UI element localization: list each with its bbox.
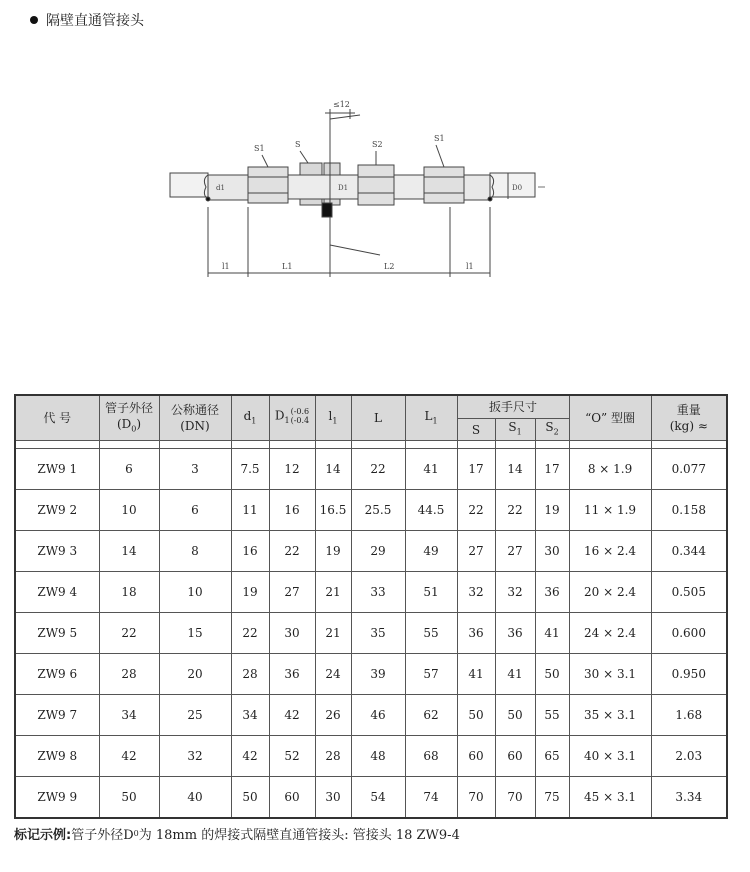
- cell-l1: 44.5: [405, 490, 457, 531]
- table-row: [15, 490, 727, 531]
- cell-s: 27: [457, 531, 495, 572]
- section-title: 隔壁直通管接头: [46, 13, 144, 29]
- label-max-12: ≤12: [333, 100, 350, 109]
- label-s2: S2: [372, 140, 383, 149]
- cell-l1: 51: [405, 572, 457, 613]
- spec-table: [14, 394, 728, 819]
- cell-s2: 36: [535, 572, 569, 613]
- cell-weight: 0.950: [651, 654, 727, 695]
- cell-s: 22: [457, 490, 495, 531]
- cell-s2: 55: [535, 695, 569, 736]
- header-row: [15, 395, 727, 419]
- header-oring: “O” 型圈: [569, 395, 651, 441]
- label-s1-left: S1: [254, 144, 265, 153]
- cell-d1: 12: [269, 449, 315, 490]
- cell-s2: 30: [535, 531, 569, 572]
- cell-l1: 30: [315, 777, 351, 819]
- cell-oring: 16 × 2.4: [569, 531, 651, 572]
- cell-s: 70: [457, 777, 495, 819]
- cell-l: 35: [351, 613, 405, 654]
- cell-d1: 28: [231, 654, 269, 695]
- header-L1: $L_1$: [405, 395, 457, 441]
- example-text-before: 管子外径D: [71, 827, 134, 843]
- cell-d0: 6: [99, 449, 159, 490]
- cell-s1: 50: [495, 695, 535, 736]
- cell-d1: 60: [269, 777, 315, 819]
- cell-l1: 68: [405, 736, 457, 777]
- cell-l1: 21: [315, 613, 351, 654]
- label-d0: D0: [512, 184, 523, 192]
- cell-d1: 22: [269, 531, 315, 572]
- cell-s2: 17: [535, 449, 569, 490]
- cell-s2: 75: [535, 777, 569, 819]
- cell-oring: 35 × 3.1: [569, 695, 651, 736]
- label-l1-right: l1: [466, 262, 474, 271]
- cell-weight: 0.505: [651, 572, 727, 613]
- label-d1: d1: [216, 184, 225, 192]
- label-s: S: [295, 140, 301, 149]
- cell-l1: 74: [405, 777, 457, 819]
- cell-l1: 14: [315, 449, 351, 490]
- header-pipe-od: 管子外径 $(D_0)$: [99, 395, 159, 441]
- cell-weight: 0.600: [651, 613, 727, 654]
- cell-d1: 34: [231, 695, 269, 736]
- cell-weight: 1.68: [651, 695, 727, 736]
- cell-s: 32: [457, 572, 495, 613]
- cell-code: ZW9 1: [15, 449, 99, 490]
- header-S: S: [457, 419, 495, 441]
- cell-code: ZW9 4: [15, 572, 99, 613]
- cell-dn: 6: [159, 490, 231, 531]
- cell-code: ZW9 5: [15, 613, 99, 654]
- cell-d0: 18: [99, 572, 159, 613]
- cell-s1: 70: [495, 777, 535, 819]
- cell-l1: 16.5: [315, 490, 351, 531]
- cell-l: 39: [351, 654, 405, 695]
- cell-d0: 14: [99, 531, 159, 572]
- cell-l: 54: [351, 777, 405, 819]
- cell-code: ZW9 8: [15, 736, 99, 777]
- cell-l1: 49: [405, 531, 457, 572]
- label-l1-left: l1: [222, 262, 230, 271]
- cell-dn: 20: [159, 654, 231, 695]
- table-row: [15, 736, 727, 777]
- cell-d1: 7.5: [231, 449, 269, 490]
- cell-l: 46: [351, 695, 405, 736]
- cell-s2: 19: [535, 490, 569, 531]
- table-row: [15, 449, 727, 490]
- cell-d1: 30: [269, 613, 315, 654]
- spacer-row: [15, 441, 727, 449]
- cell-oring: 8 × 1.9: [569, 449, 651, 490]
- cell-l1: 24: [315, 654, 351, 695]
- cell-weight: 0.344: [651, 531, 727, 572]
- cell-l1: 55: [405, 613, 457, 654]
- cell-l: 25.5: [351, 490, 405, 531]
- cell-code: ZW9 6: [15, 654, 99, 695]
- table-row: [15, 572, 727, 613]
- cell-oring: 20 × 2.4: [569, 572, 651, 613]
- cell-d1: 22: [231, 613, 269, 654]
- cell-dn: 8: [159, 531, 231, 572]
- cell-d0: 50: [99, 777, 159, 819]
- marking-example: [14, 823, 460, 843]
- header-L: L: [351, 395, 405, 441]
- label-L2: L2: [384, 262, 395, 271]
- cell-s: 41: [457, 654, 495, 695]
- cell-s1: 32: [495, 572, 535, 613]
- cell-l1: 19: [315, 531, 351, 572]
- cell-oring: 11 × 1.9: [569, 490, 651, 531]
- cell-oring: 40 × 3.1: [569, 736, 651, 777]
- cell-d1: 52: [269, 736, 315, 777]
- cell-weight: 0.158: [651, 490, 727, 531]
- cell-d0: 10: [99, 490, 159, 531]
- cell-d1: 19: [231, 572, 269, 613]
- example-sub: 0: [133, 828, 139, 838]
- table-row: [15, 654, 727, 695]
- cell-weight: 0.077: [651, 449, 727, 490]
- cell-s: 50: [457, 695, 495, 736]
- cell-s1: 36: [495, 613, 535, 654]
- cell-dn: 40: [159, 777, 231, 819]
- cell-d1: 50: [231, 777, 269, 819]
- example-lead: 标记示例:: [14, 827, 72, 843]
- fitting-drawing: [150, 95, 560, 295]
- cell-s2: 65: [535, 736, 569, 777]
- label-d1-upper: D1: [338, 184, 349, 192]
- cell-d1: 36: [269, 654, 315, 695]
- cell-s: 60: [457, 736, 495, 777]
- cell-s: 17: [457, 449, 495, 490]
- cell-l1: 21: [315, 572, 351, 613]
- cell-l1: 41: [405, 449, 457, 490]
- cell-code: ZW9 7: [15, 695, 99, 736]
- table-row: [15, 531, 727, 572]
- cell-code: ZW9 2: [15, 490, 99, 531]
- cell-s1: 27: [495, 531, 535, 572]
- cell-l1: 26: [315, 695, 351, 736]
- table-row: [15, 695, 727, 736]
- header-l1: $l_1$: [315, 395, 351, 441]
- cell-d0: 34: [99, 695, 159, 736]
- example-text-after: 为 18mm 的焊接式隔壁直通管接头: 管接头 18 ZW9-4: [138, 827, 460, 843]
- cell-s: 36: [457, 613, 495, 654]
- section-heading: [30, 10, 144, 30]
- header-D1: $D_1$ (-0.6 (-0.4: [269, 395, 315, 441]
- cell-d1: 11: [231, 490, 269, 531]
- cell-d0: 42: [99, 736, 159, 777]
- cell-d1: 27: [269, 572, 315, 613]
- label-L1: L1: [282, 262, 293, 271]
- cell-d0: 22: [99, 613, 159, 654]
- cell-d1: 42: [269, 695, 315, 736]
- cell-l: 33: [351, 572, 405, 613]
- cell-dn: 32: [159, 736, 231, 777]
- cell-s2: 41: [535, 613, 569, 654]
- bullet-icon: [30, 16, 38, 24]
- header-S2: $S_2$: [535, 419, 569, 441]
- cell-d1: 42: [231, 736, 269, 777]
- cell-l: 22: [351, 449, 405, 490]
- cell-d1: 16: [231, 531, 269, 572]
- cell-weight: 2.03: [651, 736, 727, 777]
- cell-oring: 45 × 3.1: [569, 777, 651, 819]
- cell-s1: 22: [495, 490, 535, 531]
- label-s1-right: S1: [434, 134, 445, 143]
- cell-dn: 15: [159, 613, 231, 654]
- cell-l1: 57: [405, 654, 457, 695]
- cell-s2: 50: [535, 654, 569, 695]
- cell-oring: 24 × 2.4: [569, 613, 651, 654]
- cell-weight: 3.34: [651, 777, 727, 819]
- cell-l1: 62: [405, 695, 457, 736]
- cell-dn: 25: [159, 695, 231, 736]
- cell-oring: 30 × 3.1: [569, 654, 651, 695]
- table-row: [15, 777, 727, 819]
- header-d1: $d_1$: [231, 395, 269, 441]
- table-row: [15, 613, 727, 654]
- header-nominal: 公称通径 (DN): [159, 395, 231, 441]
- cell-s1: 60: [495, 736, 535, 777]
- cell-l1: 28: [315, 736, 351, 777]
- cell-d1: 16: [269, 490, 315, 531]
- header-wrench: 扳手尺寸: [457, 395, 569, 419]
- cell-code: ZW9 3: [15, 531, 99, 572]
- cell-l: 48: [351, 736, 405, 777]
- header-S1: $S_1$: [495, 419, 535, 441]
- cell-d0: 28: [99, 654, 159, 695]
- header-weight: 重量 (kg) ≈: [651, 395, 727, 441]
- cell-dn: 10: [159, 572, 231, 613]
- cell-l: 29: [351, 531, 405, 572]
- cell-code: ZW9 9: [15, 777, 99, 819]
- cell-dn: 3: [159, 449, 231, 490]
- cell-s1: 41: [495, 654, 535, 695]
- header-code: 代 号: [15, 395, 99, 441]
- cell-s1: 14: [495, 449, 535, 490]
